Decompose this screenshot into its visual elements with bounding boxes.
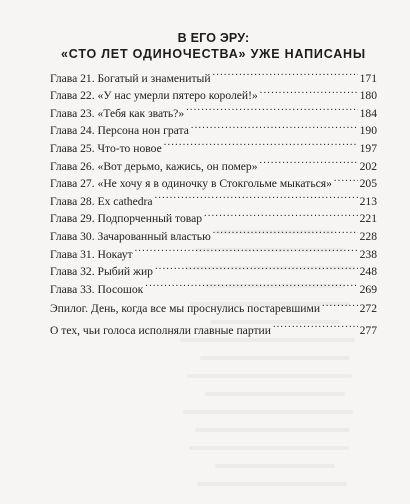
toc-leader-dots	[334, 170, 358, 188]
toc-leader-dots	[213, 64, 358, 82]
toc-entry-page: 190	[359, 124, 377, 138]
toc-entry-page: 248	[359, 265, 377, 279]
toc-entry-title: Глава 28. Ex cathedra	[50, 194, 153, 208]
toc-leader-dots	[273, 316, 358, 334]
toc-entry-cast	[50, 316, 377, 337]
toc-entry-page: 238	[359, 247, 377, 261]
toc-leader-dots	[155, 258, 358, 276]
toc-leader-dots	[191, 117, 358, 135]
toc-leader-dots	[155, 187, 358, 205]
section-heading-line1: В ЕГО ЭРУ:	[177, 31, 250, 45]
toc-entry-page: 277	[359, 323, 377, 337]
toc-entry-page: 180	[359, 89, 377, 103]
toc-entry-page: 171	[359, 71, 377, 85]
toc-entry-title: Глава 30. Зачарованный властью	[50, 229, 211, 243]
toc-entry-page: 272	[359, 302, 377, 316]
toc-leader-dots	[164, 134, 358, 152]
toc-entry-title: Глава 23. «Тебя как звать?»	[50, 106, 185, 120]
toc-leader-dots	[260, 82, 358, 100]
toc-entry-page: 228	[359, 229, 377, 243]
toc-entry-title: Глава 31. Нокаут	[50, 247, 133, 261]
toc-entry-page: 269	[359, 282, 377, 296]
toc-leader-dots	[145, 275, 357, 293]
toc-entry-title: Эпилог. День, когда все мы проснулись постаревшими	[50, 302, 321, 316]
toc-entry-page: 197	[359, 141, 377, 155]
toc-entry-title: Глава 21. Богатый и знаменитый	[50, 71, 211, 85]
section-heading-line2: «СТО ЛЕТ ОДИНОЧЕСТВА» УЖЕ НАПИСАНЫ	[61, 47, 366, 61]
toc-entry-title: Глава 24. Персона нон грата	[50, 124, 189, 138]
toc-leader-dots	[204, 205, 358, 223]
toc-entry-title: Глава 33. Посошок	[50, 282, 144, 296]
toc-entry-title: О тех, чьи голоса исполняли главные партии	[50, 323, 271, 337]
toc-entry-chapter-21	[50, 64, 377, 85]
toc-leader-dots	[322, 295, 358, 313]
section-heading	[50, 30, 377, 62]
toc-entry-title: Глава 22. «У нас умерли пятеро королей!»	[50, 89, 258, 103]
toc-entry-page: 202	[359, 159, 377, 173]
toc-entry-title: Глава 25. Что-то новое	[50, 141, 162, 155]
toc-entry-page: 184	[359, 106, 377, 120]
toc-entry-page: 221	[359, 212, 377, 226]
toc-entry-title: Глава 26. «Вот дерьмо, кажись, он помер»	[50, 159, 258, 173]
table-of-contents	[50, 64, 377, 337]
toc-leader-dots	[260, 152, 358, 170]
toc-entry-title: Глава 29. Подпорченный товар	[50, 212, 203, 226]
toc-entry-title: Глава 27. «Не хочу я в одиночку в Стокгольме мыкаться»	[50, 177, 332, 191]
toc-leader-dots	[135, 240, 358, 258]
toc-leader-dots	[213, 222, 358, 240]
toc-entry-title: Глава 32. Рыбий жир	[50, 265, 153, 279]
toc-entry-page: 213	[359, 194, 377, 208]
toc-entry-page: 205	[359, 177, 377, 191]
toc-leader-dots	[186, 99, 357, 117]
